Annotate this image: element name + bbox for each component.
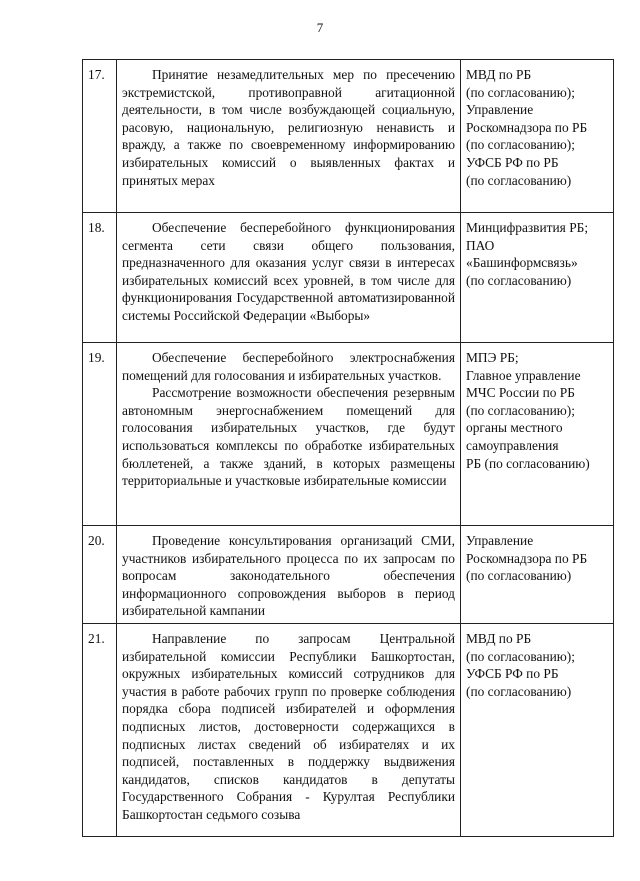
responsible-line: Роскомнадзора по РБ: [466, 119, 588, 135]
responsible-line: Главное управление: [466, 367, 581, 383]
measure-description: [117, 343, 461, 526]
measure-description: [117, 623, 461, 836]
responsible-line: Минцифразвития РБ;: [466, 220, 589, 235]
responsible-party: [461, 213, 614, 343]
responsible-line: Роскомнадзора по РБ: [466, 550, 588, 566]
table-row: [83, 343, 614, 526]
responsible-line: РБ (по согласованию): [466, 455, 590, 471]
responsible-line: «Башинформсвязь»: [466, 255, 578, 271]
responsible-line: МВД по РБ: [466, 67, 532, 82]
table-row: [83, 623, 614, 836]
table-row: [83, 213, 614, 343]
paragraph: Обеспечение бесперебойного электроснабжения помещений для голосования и избирательных участков.: [122, 350, 455, 383]
table-row: [83, 60, 614, 213]
paragraph: Проведение консультирования организаций СМИ, участников избирательного процесса по их запросам по вопросам законодательного обеспечения информационного сопровождения выборов в период избирательной кампании: [122, 533, 455, 619]
responsible-line: УФСБ РФ по РБ: [466, 666, 559, 682]
responsible-line: Управление: [466, 533, 534, 548]
responsible-party: [461, 526, 614, 624]
responsible-party: [461, 623, 614, 836]
responsible-line: (по согласованию): [466, 172, 572, 188]
row-number: 19.: [83, 343, 117, 526]
page-number: 7: [316, 20, 324, 35]
measures-table: [82, 59, 614, 837]
measure-description: [117, 60, 461, 213]
responsible-line: (по согласованию): [466, 272, 572, 288]
responsible-line: органы местного: [466, 420, 563, 436]
responsible-line: ПАО: [466, 237, 495, 253]
responsible-line: МВД по РБ: [466, 630, 532, 646]
measure-description: [117, 526, 461, 624]
table-row: [83, 526, 614, 624]
paragraph: Рассмотрение возможности обеспечения резервным автономным энергоснабжением помещений для голосования избирательных участков, где будут использоваться комплексы по обработке избирательных бюллетеней, а также зданий, в которых размещены территориальные и участковые избирательные комиссии: [122, 385, 455, 489]
row-number: 18.: [83, 213, 117, 343]
responsible-party: [461, 343, 614, 526]
row-number: 21.: [83, 623, 117, 836]
paragraph: Обеспечение бесперебойного функционирования сегмента сети связи общего пользования, предназначенного для оказания услуг связи в интересах избирательных комиссий всех уровней, в том числе для функционирования Государственной автоматизированной системы Российской Федерации «Выборы»: [122, 220, 455, 323]
responsible-line: МЧС России по РБ: [466, 385, 575, 401]
responsible-line: (по согласованию);: [466, 137, 575, 153]
paragraph: Направление по запросам Центральной избирательной комиссии Республики Башкортостан, окружных избирательных комиссий сотрудников для участия в работе рабочих групп по проверке соблюдения порядка сбора подписей избирателей и оформления подписных листов, достоверности содержащихся в подписных листах сведений об избирателях и их подписей, поставленных в поддержку выдвижения кандидатов, списков кандидатов в депутаты Государственного Собрания - Курултая Республики Башкортостан седьмого созыва: [122, 630, 455, 822]
responsible-line: (по согласованию);: [466, 84, 575, 100]
responsible-line: МПЭ РБ;: [466, 350, 519, 365]
row-number: 20.: [83, 526, 117, 624]
responsible-line: самоуправления: [466, 437, 559, 453]
responsible-party: [461, 60, 614, 213]
responsible-line: (по согласованию): [466, 568, 572, 584]
responsible-line: (по согласованию);: [466, 648, 575, 664]
responsible-line: УФСБ РФ по РБ: [466, 154, 559, 170]
paragraph: Принятие незамедлительных мер по пресечению экстремистской, противоправной агитационной деятельности, в том числе возбуждающей социальную, расовую, национальную, религиозную ненависть и вражду, а также по своевременному информированию избирательных комиссий о выявленных фактах и принятых мерах: [122, 67, 455, 188]
measure-description: [117, 213, 461, 343]
row-number: 17.: [83, 60, 117, 213]
responsible-line: (по согласованию): [466, 683, 572, 699]
responsible-line: Управление: [466, 102, 534, 118]
responsible-line: (по согласованию);: [466, 402, 575, 418]
